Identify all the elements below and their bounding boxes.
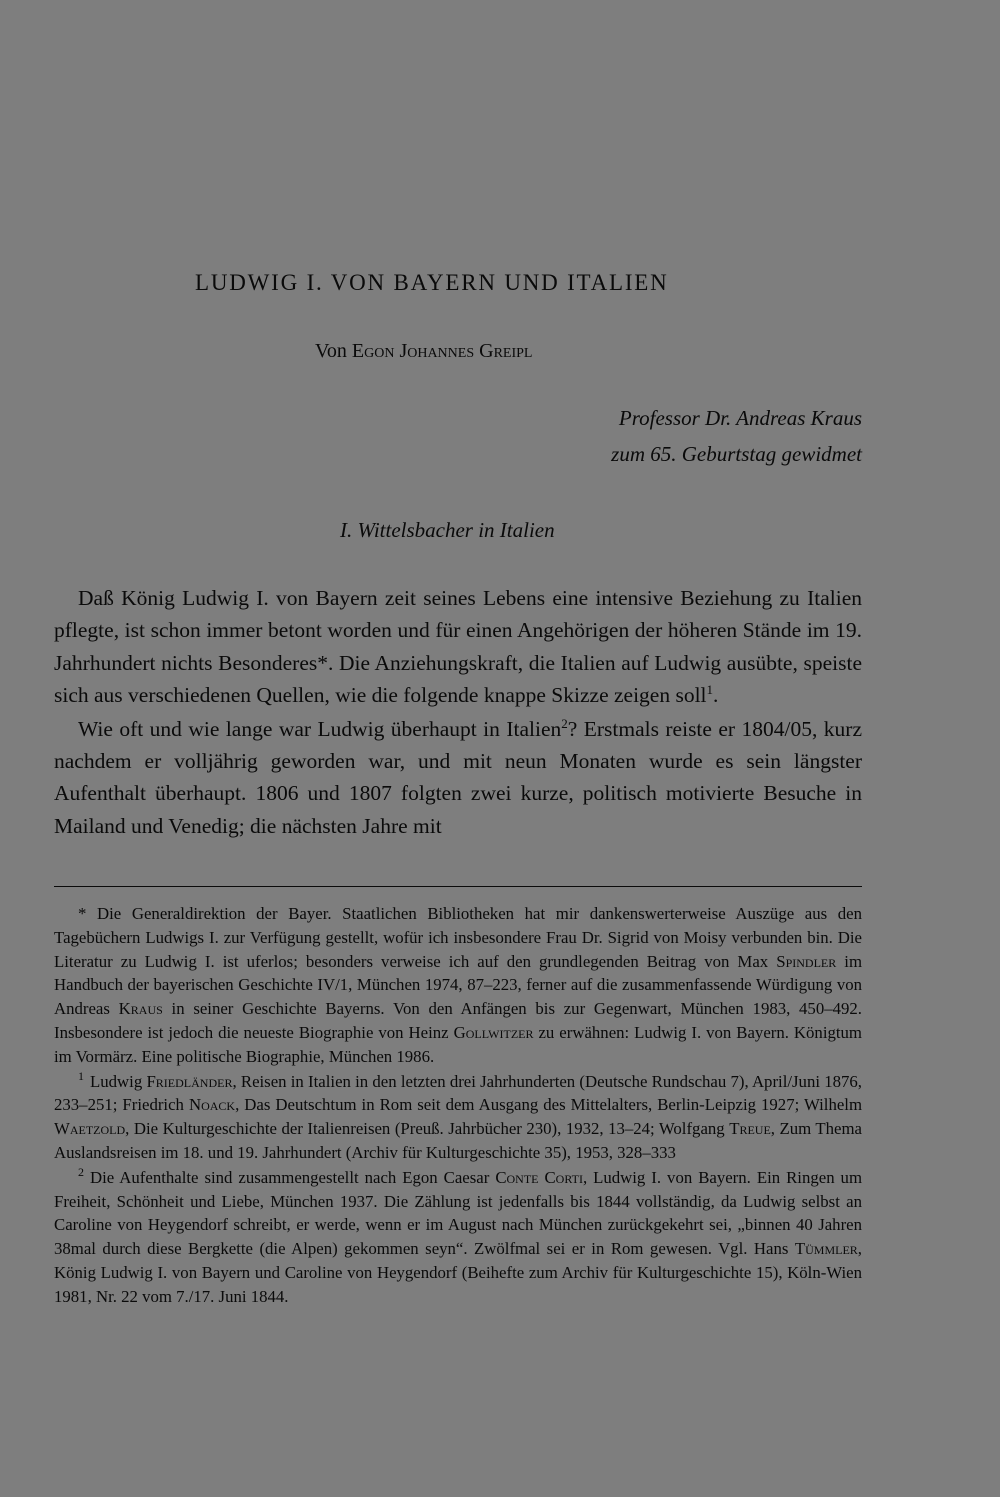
cited-author: Waetzold <box>54 1119 126 1139</box>
footnote-text: , Reisen in Italien in den letzten drei Jahrhunderten (Deutsche Rundschau 7), April/Juni 1876, 233–251; Friedrich <box>54 1071 862 1115</box>
footnote-1-mark: 1 <box>78 1068 84 1083</box>
footnote-star <box>54 902 862 1069</box>
author-middle-name: Johannes <box>399 340 475 362</box>
author-last-name: Greipl <box>479 340 533 362</box>
footnote-text: , Zum Thema Auslandsreisen im 18. und 19. Jahrhundert (Archiv für Kulturgeschichte 35), 1953, 328–333 <box>54 1119 862 1162</box>
cited-author: Treue <box>729 1119 771 1139</box>
cited-author: Tümmler <box>794 1239 858 1259</box>
footnote-text: Ludwig <box>90 1071 143 1091</box>
footnote-ref-star: * <box>317 650 328 675</box>
footnote-text: , Das Deutschtum in Rom seit dem Ausgang des Mittelalters, Berlin-Leipzig 1927; Wilhelm <box>235 1095 863 1115</box>
cited-author: Gollwitzer <box>453 1022 534 1042</box>
paragraph-1 <box>54 582 862 712</box>
paragraph-2-text-b: ? Erstmals reiste er 1804/05, kurz nachdem er volljährig geworden war, und mit neun Monaten wurde es sein längster Aufenthalt überhaupt. 1806 und 1807 folgten zwei kurze, politisch motivierte Besuche in Mailand und Venedig; die nächsten Jahre mit <box>54 716 862 838</box>
body-text <box>54 582 862 842</box>
footnote-divider <box>54 886 862 887</box>
paragraph-2-text-a: Wie oft und wie lange war Ludwig überhaupt in Italien <box>78 716 562 741</box>
footnote-text: , Ludwig I. von Bayern. Ein Ringen um Freiheit, Schönheit und Liebe, München 1937. Die Zählung ist jedenfalls bis 1844 vollständig, da Ludwig selbst an Caroline von Heygendorf schreibt, er werde, wenn er im August nach München zurückgekehrt sei, „binnen 40 Jahren 38mal durch diese Bergkette (die Alpen) gekommen seyn“. Zwölfmal sei er in Rom gewesen. Vgl. Hans <box>54 1167 862 1259</box>
footnote-text: , Die Kulturgeschichte der Italienreisen (Preuß. Jahrbücher 230), 1932, 13–24; Wolfgang <box>125 1119 725 1139</box>
section-heading: I. Wittelsbacher in Italien <box>340 518 555 542</box>
cited-author: Friedländer <box>146 1071 233 1091</box>
paragraph-1-text-a: Daß König Ludwig I. von Bayern zeit seines Lebens eine intensive Beziehung zu Italien pflegte, ist schon immer betont worden und für einen Angehörigen der höheren Stände im 19. Jahrhundert nichts Besonderes <box>54 586 862 675</box>
paragraph-1-text-b: . Die Anziehungskraft, die Italien auf Ludwig ausübte, speiste sich aus verschiedenen Quellen, wie die folgende knappe Skizze zeigen soll <box>54 650 862 708</box>
dedication-line-2: zum 65. Geburtstag gewidmet <box>611 442 862 466</box>
dedication-line-1: Professor Dr. Andreas Kraus <box>618 406 862 430</box>
footnote-ref-1: 1 <box>706 682 714 698</box>
dedication <box>500 400 862 472</box>
cited-author: Conte Corti <box>495 1167 583 1187</box>
author-first-name: Egon <box>351 340 395 362</box>
paragraph-2 <box>54 713 862 843</box>
footnote-text: im Handbuch der bayerischen Geschichte IV/1, München 1974, 87–223, ferner auf die zusammenfassende Würdigung von Andreas <box>54 951 862 1019</box>
footnote-text: Die Generaldirektion der Bayer. Staatlichen Bibliotheken hat mir dankenswerterweise Auszüge aus den Tagebüchern Ludwigs I. zur Verfügung gestellt, wofür ich insbesondere Frau Dr. Sigrid von Moisy verbunden bin. Die Literatur zu Ludwig I. ist uferlos; besonders verweise ich auf den grundlegenden Beitrag von Max <box>54 904 862 971</box>
article-title: LUDWIG I. VON BAYERN UND ITALIEN <box>195 270 669 295</box>
footnote-1 <box>54 1070 862 1165</box>
footnote-star-mark: * <box>78 904 87 923</box>
footnote-2-mark: 2 <box>78 1165 84 1180</box>
cited-author: Spindler <box>776 951 837 971</box>
author-prefix: Von <box>315 340 347 362</box>
author-line <box>315 340 875 363</box>
footnote-text: Die Aufenthalte sind zusammengestellt nach Egon Caesar <box>90 1167 490 1187</box>
paragraph-1-text-c: . <box>713 683 719 708</box>
footnote-text: in seiner Geschichte Bayerns. Von den Anfängen bis zur Gegenwart, München 1983, 450–492. Insbesondere ist jedoch die neueste Biographie von Heinz <box>54 999 862 1042</box>
footnote-text: , König Ludwig I. von Bayern und Caroline von Heygendorf (Beihefte zum Archiv für Kulturgeschichte 15), Köln-Wien 1981, Nr. 22 vom 7./17. Juni 1844. <box>54 1239 862 1306</box>
cited-author: Noack <box>188 1095 236 1115</box>
footnote-ref-2: 2 <box>561 715 568 731</box>
footnote-text: zu erwähnen: Ludwig I. von Bayern. Königtum im Vormärz. Eine politische Biographie, München 1986. <box>54 1022 862 1066</box>
footnotes <box>54 902 862 1310</box>
cited-author: Kraus <box>118 999 163 1019</box>
footnote-2 <box>54 1166 862 1309</box>
